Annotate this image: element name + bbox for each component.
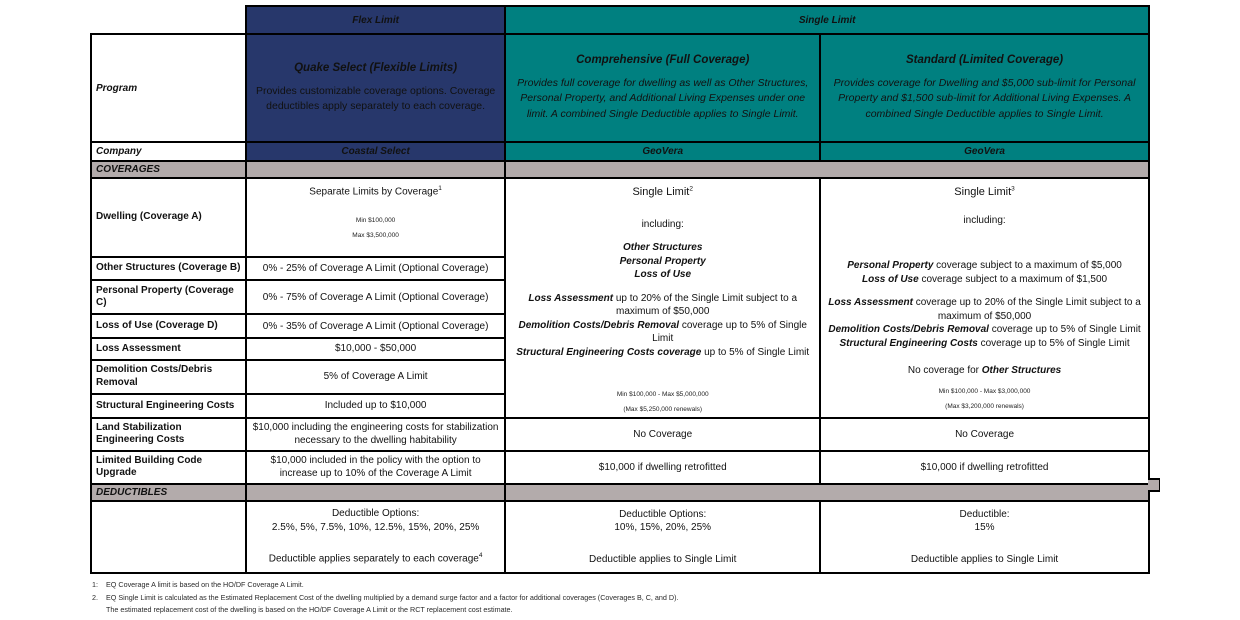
dwelling-comprehensive-cell [505, 178, 820, 418]
program-flex-cell [246, 34, 505, 142]
spacer [251, 534, 500, 552]
comp-included-item-2: Loss of Use [634, 269, 692, 281]
ded-flex-applies-line [251, 552, 500, 566]
spacer [510, 377, 815, 391]
dwelling-flex-cell [246, 178, 505, 257]
spacer [510, 200, 815, 218]
std-no-coverage-term: Other Structures [981, 365, 1062, 377]
footnote-2 [92, 592, 1172, 605]
spacer [825, 378, 1144, 388]
row-label-structural: Structural Engineering Costs [91, 394, 246, 418]
comp-renewals: (Max $5,250,000 renewals) [623, 406, 703, 414]
land-stabilization-standard: No Coverage [820, 418, 1149, 451]
program-comprehensive-description: Provides full coverage for dwelling as well as Other Structures, Personal Property, and Additional Living Expenses under one limit. A combined Single Deductible applies to Single Limit. [517, 77, 809, 120]
spacer [825, 286, 1144, 296]
ded-flex-footnote-marker: 4 [478, 552, 483, 560]
company-row-label: Company [91, 142, 246, 161]
ded-comp-options: 10%, 15%, 20%, 25% [614, 522, 712, 534]
row-label-loss-of-use: Loss of Use (Coverage D) [91, 314, 246, 338]
comp-included-item-0: Other Structures [622, 242, 703, 254]
deductibles-gray-overhang [1148, 478, 1160, 492]
land-stabilization-label: Land Stabilization Engineering Costs [91, 418, 246, 451]
ded-std-applies: Deductible applies to Single Limit [910, 553, 1059, 565]
comp-included-item-1: Personal Property [619, 255, 706, 267]
std-structural-text: coverage up to 5% of Single Limit [977, 337, 1130, 349]
comp-loss-assessment-text: up to 20% of the Single Limit subject to a maximum of $50,000 [613, 292, 798, 318]
std-heading-line [825, 185, 1144, 200]
dwelling-flex-footnote-marker: 1 [438, 185, 442, 192]
building-code-row [91, 451, 1149, 484]
deductibles-standard-cell [820, 501, 1149, 573]
deductibles-empty-label [91, 501, 246, 573]
coverages-section-header: COVERAGES [91, 161, 246, 178]
std-including: including: [963, 214, 1006, 226]
section-single-limit: Single Limit [505, 6, 1149, 34]
std-demolition-line [825, 323, 1144, 337]
row-label-other-structures: Other Structures (Coverage B) [91, 257, 246, 281]
comp-structural-term: Structural Engineering Costs coverage [516, 346, 702, 358]
row-label-personal-property: Personal Property (Coverage C) [91, 280, 246, 314]
dwelling-flex-max: Max $3,500,000 [352, 231, 399, 239]
spacer [251, 199, 500, 217]
program-comprehensive-title: Comprehensive (Full Coverage) [576, 54, 750, 67]
row-flex-loss-of-use: 0% - 35% of Coverage A Limit (Optional Coverage) [246, 314, 505, 338]
ded-std-options: 15% [974, 522, 995, 534]
spacer [510, 535, 815, 553]
comp-footnote-marker: 2 [689, 185, 693, 193]
section-flex-limit: Flex Limit [246, 6, 505, 34]
land-stabilization-row [91, 418, 1149, 451]
footnote-1-number: 1: [92, 580, 98, 589]
comp-loss-assessment-line [510, 292, 815, 319]
building-code-standard: $10,000 if dwelling retrofitted [820, 451, 1149, 484]
building-code-label: Limited Building Code Upgrade [91, 451, 246, 484]
comp-demolition-text: coverage up to 5% of Single Limit [652, 319, 807, 345]
std-renewals: (Max $3,200,000 renewals) [945, 402, 1024, 410]
ded-flex-applies: Deductible applies separately to each coverage [268, 553, 479, 565]
building-code-comprehensive: $10,000 if dwelling retrofitted [505, 451, 820, 484]
spacer [825, 227, 1144, 245]
program-standard-title: Standard (Limited Coverage) [905, 54, 1064, 67]
comp-minmax: Min $100,000 - Max $5,000,000 [616, 391, 709, 399]
comp-heading-line [510, 185, 815, 200]
std-loss-assessment-text: coverage up to 20% of the Single Limit subject to a maximum of $50,000 [912, 297, 1141, 322]
std-loss-assessment-line [825, 296, 1144, 323]
building-code-flex: $10,000 included in the policy with the option to increase up to 10% of the Coverage A Limit [246, 451, 505, 484]
std-demolition-text: coverage up to 5% of Single Limit [988, 324, 1141, 336]
row-flex-loss-assessment: $10,000 - $50,000 [246, 338, 505, 360]
spacer [825, 350, 1144, 364]
row-label-loss-assessment: Loss Assessment [91, 338, 246, 360]
std-loss-of-use-line [825, 273, 1144, 287]
deductibles-section-header-row [91, 484, 1149, 501]
footnote-2-text: EQ Single Limit is calculated as the Estimated Replacement Cost of the dwelling multiplied by a demand surge factor and a factor for additional coverages (Coverages B, C, and D). [106, 592, 679, 602]
comp-heading: Single Limit [632, 186, 690, 198]
company-flex: Coastal Select [246, 142, 505, 161]
std-minmax: Min $100,000 - Max $3,000,000 [938, 387, 1031, 395]
deductibles-flex-cell [246, 501, 505, 573]
row-flex-personal-property: 0% - 75% of Coverage A Limit (Optional Coverage) [246, 280, 505, 314]
std-structural-term: Structural Engineering Costs [839, 337, 978, 349]
row-flex-other-structures: 0% - 25% of Coverage A Limit (Optional Coverage) [246, 257, 505, 281]
row-flex-demolition: 5% of Coverage A Limit [246, 360, 505, 394]
footnotes [92, 579, 1172, 617]
spacer [510, 359, 815, 377]
dwelling-standard-cell [820, 178, 1149, 418]
comp-structural-line [510, 346, 815, 360]
empty-corner-cell [91, 6, 246, 34]
ded-std-options-label: Deductible: [959, 508, 1010, 520]
coverages-gray-single [505, 161, 1149, 178]
deductibles-comprehensive-cell [505, 501, 820, 573]
dwelling-flex-min: Min $100,000 [355, 216, 396, 224]
program-comprehensive-cell [505, 34, 820, 142]
spacer [825, 535, 1144, 553]
program-standard-description: Provides coverage for Dwelling and $5,000 sub-limit for Personal Property and $1,500 sub-limit for Additional Living Expenses. A combined Single Deductible applies to Single Limit. [833, 77, 1136, 120]
coverages-section-header-row [91, 161, 1149, 178]
company-row [91, 142, 1149, 161]
row-label-demolition: Demolition Costs/Debris Removal [91, 360, 246, 394]
comp-demolition-term: Demolition Costs/Debris Removal [518, 319, 680, 331]
ded-comp-options-label: Deductible Options: [619, 508, 707, 520]
footnote-2-number: 2. [92, 592, 98, 602]
std-personal-property-term: Personal Property [847, 260, 934, 272]
section-band-row [91, 6, 1149, 34]
dwelling-flex-heading-line [251, 185, 500, 199]
std-loss-assessment-term: Loss Assessment [828, 297, 913, 309]
comp-structural-text: up to 5% of Single Limit [701, 346, 810, 358]
land-stabilization-comprehensive: No Coverage [505, 418, 820, 451]
spacer [510, 282, 815, 292]
ded-flex-options-label: Deductible Options: [331, 508, 420, 520]
std-loss-of-use-text: coverage subject to a maximum of $1,500 [918, 273, 1108, 285]
std-demolition-term: Demolition Costs/Debris Removal [828, 324, 989, 336]
spacer [510, 231, 815, 241]
deductibles-row [91, 501, 1149, 573]
comp-loss-assessment-term: Loss Assessment [528, 292, 614, 304]
std-structural-line [825, 337, 1144, 351]
dwelling-flex-heading: Separate Limits by Coverage [309, 186, 439, 198]
comp-including: including: [641, 218, 684, 230]
comp-demolition-line [510, 319, 815, 346]
program-row-label: Program [91, 34, 246, 142]
std-no-coverage-line [825, 364, 1144, 378]
program-flex-description: Provides customizable coverage options. Coverage deductibles apply separately to each coverage. [255, 84, 496, 112]
deductibles-gray-single [505, 484, 1149, 501]
std-personal-property-text: coverage subject to a maximum of $5,000 [933, 260, 1122, 272]
footnote-1 [92, 579, 1172, 592]
std-personal-property-line [825, 259, 1144, 273]
footnote-1-text: EQ Coverage A limit is based on the HO/DF Coverage A Limit. [106, 580, 304, 589]
deductibles-gray-flex [246, 484, 505, 501]
footnote-2-continuation: The estimated replacement cost of the dwelling is based on the HO/DF Coverage A Limit or the RCT replacement cost estimate. [106, 605, 513, 615]
spacer [825, 245, 1144, 259]
std-footnote-marker: 3 [1011, 185, 1015, 193]
dwelling-label: Dwelling (Coverage A) [91, 178, 246, 257]
std-loss-of-use-term: Loss of Use [861, 273, 919, 285]
dwelling-row [91, 178, 1149, 257]
company-comprehensive: GeoVera [505, 142, 820, 161]
company-standard: GeoVera [820, 142, 1149, 161]
ded-comp-applies: Deductible applies to Single Limit [589, 553, 737, 565]
std-no-coverage-prefix: No coverage for [907, 365, 982, 377]
row-flex-structural: Included up to $10,000 [246, 394, 505, 418]
coverage-comparison-table [90, 5, 1150, 574]
ded-flex-options: 2.5%, 5%, 7.5%, 10%, 12.5%, 15%, 20%, 25% [271, 521, 480, 533]
deductibles-section-header: DEDUCTIBLES [91, 484, 246, 501]
land-stabilization-flex: $10,000 including the engineering costs for stabilization necessary to the dwelling habitability [246, 418, 505, 451]
program-flex-title: Quake Select (Flexible Limits) [294, 61, 458, 74]
program-row [91, 34, 1149, 142]
spacer [825, 200, 1144, 214]
coverages-gray-flex [246, 161, 505, 178]
program-standard-cell [820, 34, 1149, 142]
std-heading: Single Limit [954, 186, 1012, 198]
